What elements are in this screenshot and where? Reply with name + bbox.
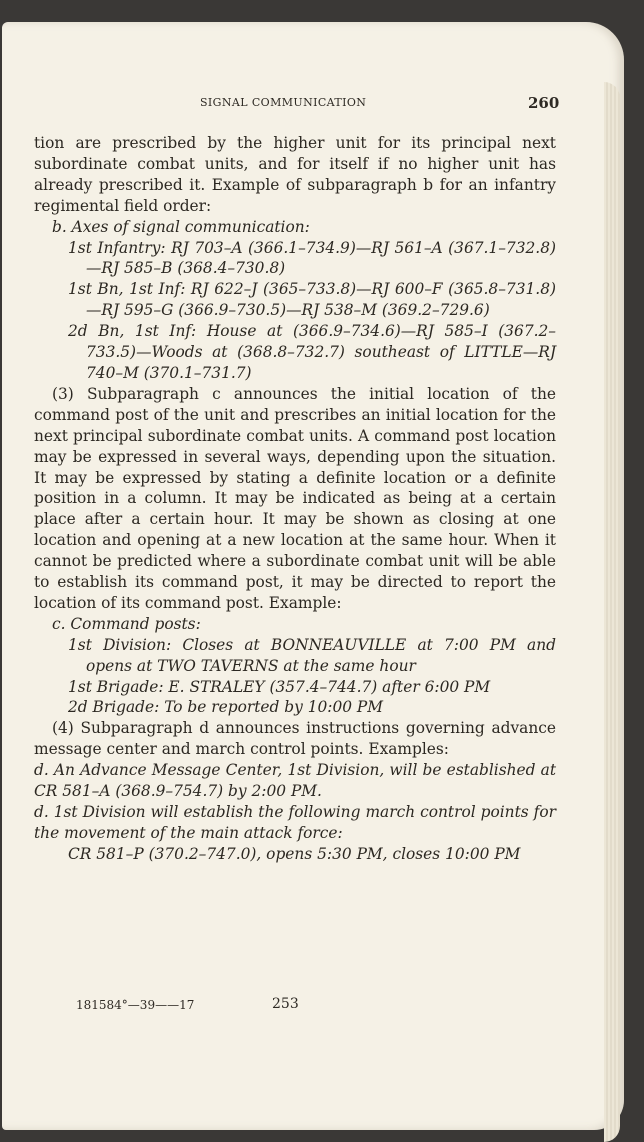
paragraph: (4) Subparagraph d announces instructions governing advance message center and march control points. Examples:: [34, 719, 556, 759]
page-header: [0, 96, 644, 116]
example-line: 1st Brigade: E. STRALEY (357.4–744.7) after 6:00 PM: [68, 677, 491, 696]
example-line: d. 1st Division will establish the following march control points for the movement of the main attack force:: [34, 803, 556, 842]
body-text: [34, 133, 556, 865]
paragraph: (3) Subparagraph c announces the initial location of the command post of the unit and prescribes an initial location for the next principal subordinate combat units. A command post location may be expressed in several ways, depending upon the situation. It may be expressed by stating a definite location or a definite position in a column. It may be indicated as being at a certain place after a certain hour. It may be shown as closing at one location and opening at a new location at the same hour. When it cannot be predicted where a subordinate combat unit will be able to establish its command post, it may be directed to report the location of its command post. Example:: [34, 384, 556, 612]
page-number: 260: [528, 94, 560, 112]
example-heading: b. Axes of signal communication:: [52, 217, 310, 236]
folio-number: 253: [272, 996, 299, 1012]
example-line: CR 581–P (370.2–747.0), opens 5:30 PM, closes 10:00 PM: [68, 844, 521, 863]
example-line: 1st Infantry: RJ 703–A (366.1–734.9)—RJ 561–A (367.1–732.8)—RJ 585–B (368.4–730.8): [68, 238, 556, 278]
example-line: d. An Advance Message Center, 1st Division, will be established at CR 581–A (368.9–754.7) by 2:00 PM.: [34, 761, 556, 801]
example-line: 1st Bn, 1st Inf: RJ 622–J (365–733.8)—RJ 600–F (365.8–731.8)—RJ 595–G (366.9–730.5)—RJ 538–M (369.2–729.6): [68, 280, 556, 320]
running-head: SIGNAL COMMUNICATION: [200, 96, 367, 109]
example-line: 2d Bn, 1st Inf: House at (366.9–734.6)—RJ 585–I (367.2–733.5)—Woods at (368.8–732.7) southeast of LITTLE—RJ 740–M (370.1–731.7): [68, 322, 556, 382]
paragraph: tion are prescribed by the higher unit for its principal next subordinate combat units, and for itself if no higher unit has already prescribed it. Example of subparagraph b for an infantry regimental field order:: [34, 134, 556, 215]
example-heading: c. Command posts:: [52, 614, 201, 633]
example-line: 1st Division: Closes at BONNEAUVILLE at 7:00 PM and opens at TWO TAVERNS at the same hour: [68, 635, 556, 675]
printer-imprint: 181584°—39——17: [76, 998, 195, 1012]
page-footer: [0, 996, 644, 1016]
example-line: 2d Brigade: To be reported by 10:00 PM: [68, 698, 384, 717]
page-edges: [604, 82, 620, 1142]
